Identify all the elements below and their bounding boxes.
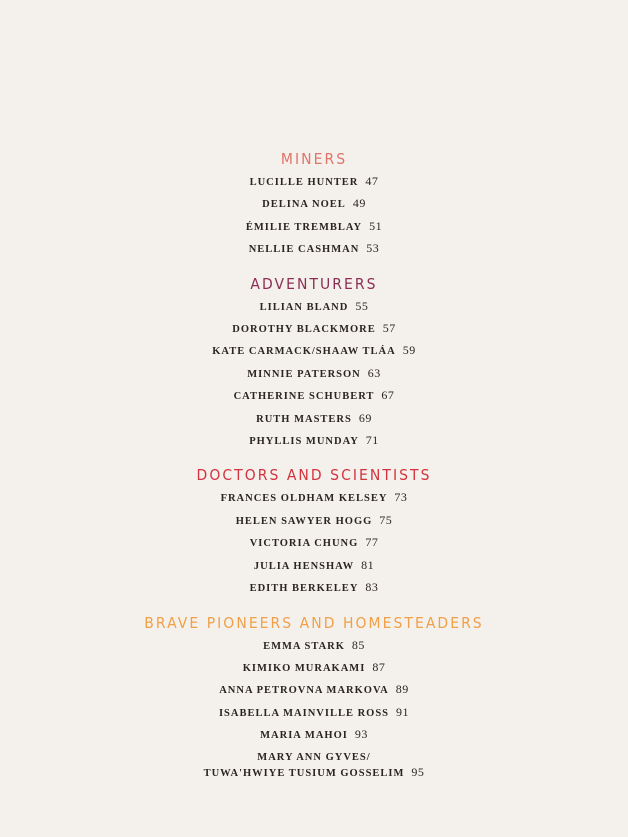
toc-entry [0, 555, 628, 577]
entry-page-number: 95 [411, 764, 425, 779]
toc-entry [0, 577, 628, 599]
toc-entry [0, 430, 628, 452]
entry-name: ISABELLA MAINVILLE ROSS [218, 707, 390, 719]
toc-entry [0, 193, 628, 215]
entry-name: VICTORIA CHUNG [249, 538, 359, 550]
toc-entry [0, 340, 628, 362]
entry-page-number: 47 [365, 174, 379, 188]
entry-name: LUCILLE HUNTER [249, 177, 359, 188]
toc-entry [0, 385, 628, 407]
toc-entry [0, 724, 628, 746]
entry-page-number: 59 [402, 343, 416, 358]
toc-entry [0, 171, 628, 193]
entry-page-number: 73 [394, 490, 408, 505]
entry-page-number: 53 [366, 241, 380, 256]
entry-name: LILIAN BLAND [259, 301, 349, 313]
toc-entry [0, 408, 628, 430]
section-heading-brave-pioneers: BRAVE PIONEERS AND HOMESTEADERS [144, 613, 484, 632]
entry-page-number: 67 [381, 388, 395, 403]
entry-name: PHYLLIS MUNDAY [249, 436, 359, 448]
entry-name: DOROTHY BLACKMORE [232, 324, 376, 336]
entry-page-number: 87 [372, 659, 386, 674]
entry-name: CATHERINE SCHUBERT [233, 391, 375, 403]
entry-name: FRANCES OLDHAM KELSEY [220, 493, 388, 505]
entry-page-number: 75 [379, 512, 393, 527]
entry-page-number: 57 [382, 321, 396, 336]
section-heading-doctors-and-scientists: DOCTORS AND SCIENTISTS [196, 466, 432, 485]
toc-entry [0, 238, 628, 260]
entry-name: ÉMILIE TREMBLAY [245, 221, 363, 233]
entry-page-number: 77 [365, 535, 379, 550]
toc-entry [0, 657, 628, 679]
section-miners [0, 148, 628, 261]
entry-page-number: 69 [358, 410, 372, 425]
toc-entry [0, 679, 628, 701]
toc-entry [0, 363, 628, 385]
entry-name: DELINA NOEL [262, 199, 346, 211]
toc-entry [0, 510, 628, 532]
toc-entry [0, 702, 628, 724]
toc-entry [0, 747, 628, 781]
entry-name: KATE CARMACK/SHAAW TLÁA [212, 346, 396, 358]
entry-page-number: 55 [355, 298, 369, 313]
entry-page-number: 91 [396, 704, 410, 719]
toc-entry [0, 532, 628, 554]
section-heading-miners: MINERS [280, 150, 348, 168]
entry-name-line-1: MARY ANN GYVES/ [257, 751, 371, 763]
table-of-contents [0, 148, 628, 781]
toc-entry [0, 318, 628, 340]
entry-page-number: 81 [361, 557, 375, 572]
entry-name: EDITH BERKELEY [249, 583, 359, 595]
section-heading-adventurers: ADVENTURERS [250, 274, 378, 293]
section-brave-pioneers [0, 612, 628, 781]
entry-name-line-2: TUWA'HWIYE TUSIUM GOSSELIM [203, 767, 405, 779]
entry-name: MARIA MAHOI [260, 730, 348, 742]
entry-name: NELLIE CASHMAN [248, 244, 360, 256]
section-adventurers [0, 273, 628, 453]
entry-name: EMMA STARK [263, 640, 345, 652]
entry-name: ANNA PETROVNA MARKOVA [219, 685, 389, 697]
toc-entry [0, 216, 628, 238]
toc-entry [0, 487, 628, 509]
entry-page-number: 63 [367, 365, 381, 380]
entry-name: MINNIE PATERSON [247, 368, 361, 380]
toc-entry [0, 296, 628, 318]
entry-page-number: 83 [365, 580, 379, 595]
entry-page-number: 85 [351, 637, 365, 652]
entry-name-line-2-wrapper [0, 765, 628, 781]
entry-name: RUTH MASTERS [256, 413, 352, 425]
entry-page-number: 49 [352, 196, 366, 211]
entry-page-number: 51 [369, 218, 383, 233]
entry-name: JULIA HENSHAW [253, 560, 355, 572]
entry-name: HELEN SAWYER HOGG [235, 515, 373, 527]
entry-page-number: 71 [365, 433, 379, 448]
toc-entry [0, 635, 628, 657]
section-doctors-and-scientists [0, 464, 628, 599]
entry-name: KIMIKO MURAKAMI [242, 662, 366, 674]
entry-page-number: 93 [354, 727, 368, 742]
entry-page-number: 89 [395, 682, 409, 697]
